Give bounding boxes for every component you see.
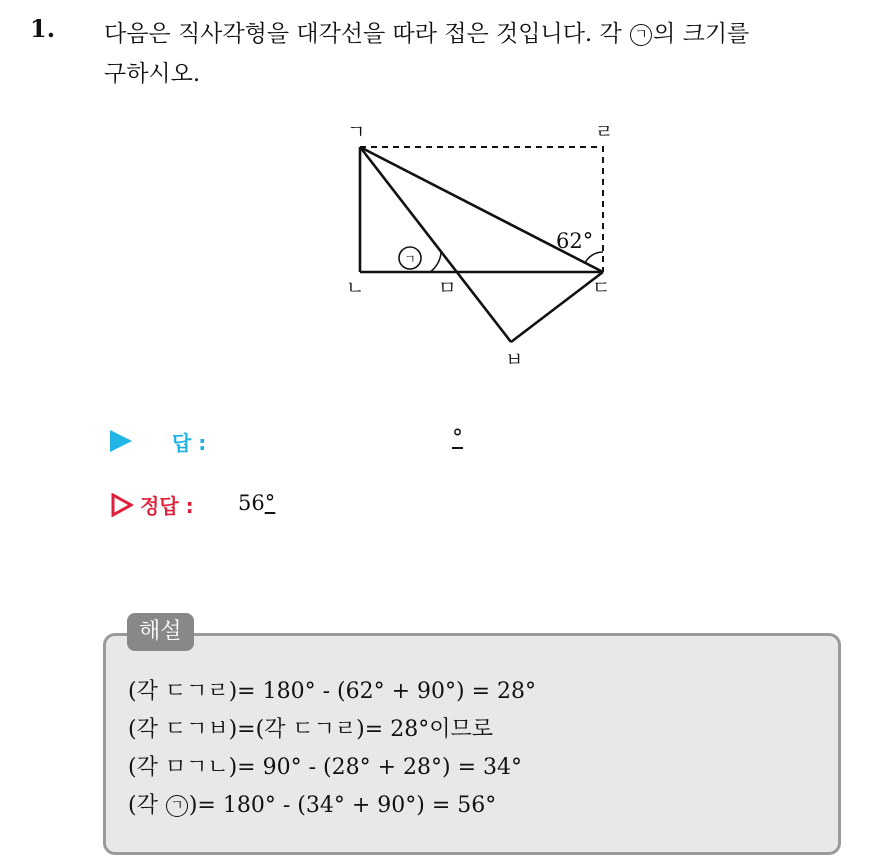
explanation-line-4 xyxy=(128,787,536,825)
explanation-line-4-end: )= 180° - (34° + 90°) = 56° xyxy=(188,793,497,818)
question-line-1-end: 의 크기를 xyxy=(653,21,750,47)
angle-arc-giyeok xyxy=(430,252,441,272)
diagonal-g-d xyxy=(360,147,603,272)
explanation-tab: 해설 xyxy=(127,613,194,651)
outline-play-icon xyxy=(110,493,134,517)
vertex-label-m: ㅁ xyxy=(438,277,457,299)
question-number: 1. xyxy=(30,14,56,43)
vertex-label-d: ㄷ xyxy=(592,277,611,299)
question-text xyxy=(104,14,874,94)
explanation-line-1: (각 ㄷㄱㄹ)= 180° - (62° + 90°) = 28° xyxy=(128,679,536,704)
correct-label: 정답 : xyxy=(140,494,194,518)
explanation-lines xyxy=(128,673,536,825)
folded-edge-g-b xyxy=(360,147,511,342)
folded-rectangle-figure xyxy=(330,112,630,372)
circled-giyeok-symbol: ㄱ xyxy=(630,24,652,46)
correct-number: 56 xyxy=(238,491,265,515)
vertex-label-g: ㄱ xyxy=(347,121,366,143)
explanation-line-2: (각 ㄷㄱㅂ)=(각 ㄷㄱㄹ)= 28°이므로 xyxy=(128,717,493,742)
play-icon xyxy=(110,430,132,452)
vertex-label-l: ㄹ xyxy=(595,121,614,143)
correct-value xyxy=(238,491,275,515)
question-line-1-start: 다음은 직사각형을 대각선을 따라 접은 것입니다. 각 xyxy=(104,21,630,47)
explanation-line-3: (각 ㅁㄱㄴ)= 90° - (28° + 28°) = 34° xyxy=(128,755,522,780)
vertex-label-b: ㅂ xyxy=(505,349,524,371)
angle-label-62: 62° xyxy=(556,229,594,253)
circled-giyeok-symbol-2: ㄱ xyxy=(166,795,188,817)
explanation-line-4-start: (각 xyxy=(128,793,165,818)
vertex-label-n: ㄴ xyxy=(346,277,365,299)
answer-label: 답 : xyxy=(172,431,207,455)
question-line-1 xyxy=(104,14,874,54)
folded-edge-b-d xyxy=(511,272,603,342)
correct-unit: ° xyxy=(264,491,276,515)
question-line-2: 구하시오. xyxy=(104,61,201,87)
angle-marker-text: ㄱ xyxy=(404,252,416,266)
answer-blank-unit[interactable]: ° xyxy=(452,426,463,451)
angle-arc-62 xyxy=(585,252,603,263)
